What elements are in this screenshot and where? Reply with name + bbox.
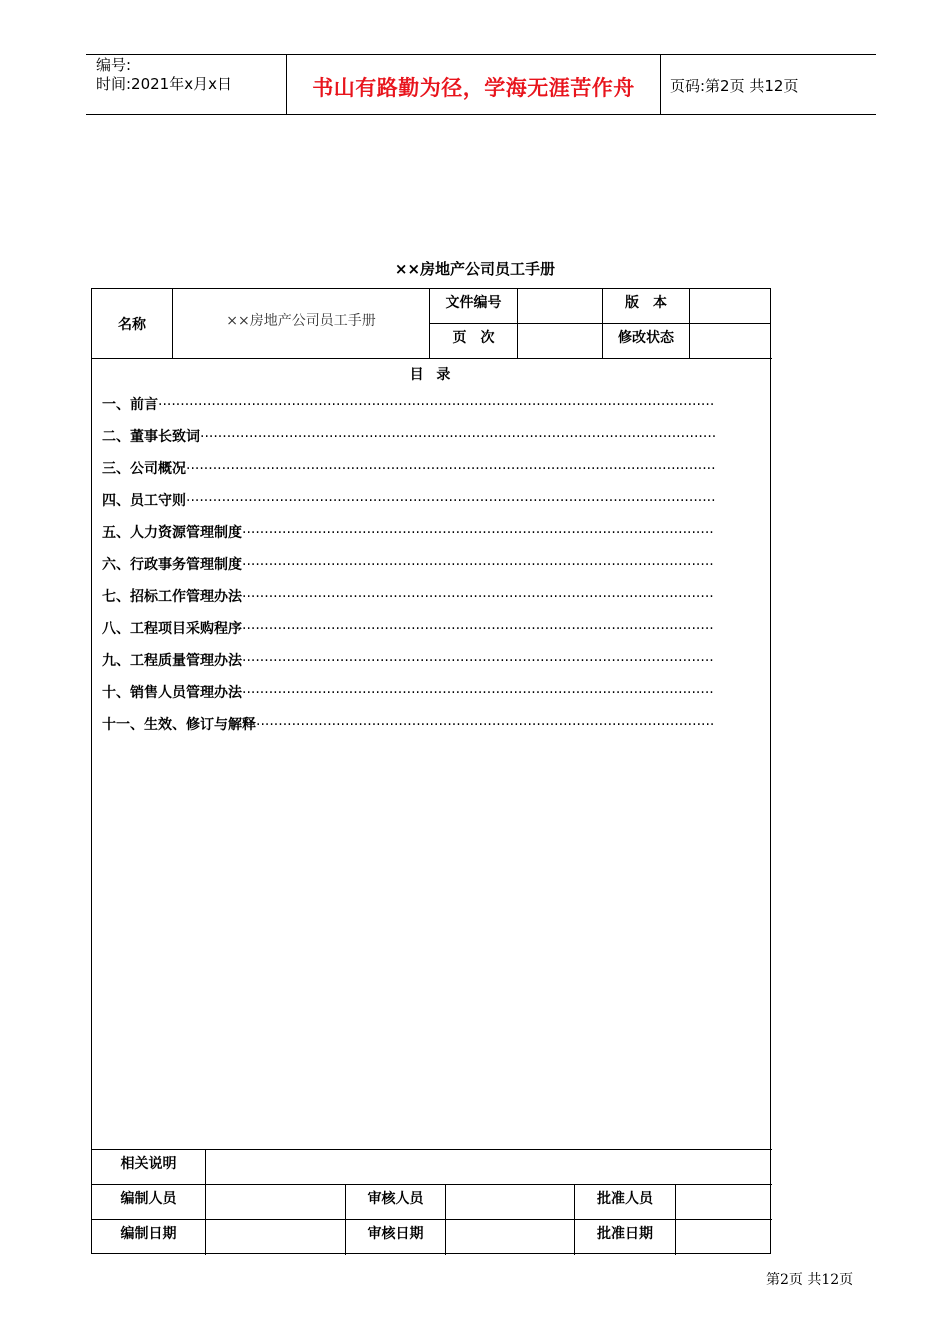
document-title: ××房地产公司员工手册 [394, 260, 556, 278]
version-label: 版 本 [625, 295, 667, 311]
toc-item [102, 617, 722, 649]
toc-item-label: 四、员工守则 [102, 493, 186, 509]
toc-item [102, 681, 722, 713]
header-divider [660, 54, 661, 115]
toc-item-label: 五、人力资源管理制度 [102, 525, 242, 541]
toc-leader-dots: ······················································································································· [186, 493, 716, 509]
revision-status-label: 修改状态 [618, 330, 674, 346]
toc-leader-dots: ·········································································································· [242, 621, 714, 637]
document-form [91, 288, 771, 1254]
header-motto: 书山有路勤为径，学海无涯苦作舟 [312, 76, 635, 100]
form-line [92, 358, 772, 359]
related-notes-label: 相关说明 [120, 1156, 177, 1172]
toc-item [102, 457, 722, 489]
toc-leader-dots: ···················································································································· [200, 429, 717, 445]
toc-item-label: 七、招标工作管理办法 [102, 589, 242, 605]
toc-title: 目 录 [409, 367, 455, 383]
name-value: ××房地产公司员工手册 [226, 313, 376, 329]
compile-date-label: 编制日期 [120, 1226, 177, 1242]
header-page-label: 页码:第2页 共12页 [670, 77, 799, 95]
toc-leader-dots: ······················································································································· [186, 461, 716, 477]
toc-leader-dots: ·········································································································· [242, 525, 714, 541]
toc-leader-dots: ····························································································································· [158, 397, 715, 413]
header-bottom-rule [86, 114, 876, 115]
toc-item [102, 521, 722, 553]
toc-item-label: 一、前言 [102, 397, 158, 413]
footer-page-label: 第2页 共12页 [766, 1272, 854, 1288]
toc-item [102, 393, 722, 425]
toc-item [102, 649, 722, 681]
toc-leader-dots: ······································································································· [256, 717, 715, 733]
approver-label: 批准人员 [597, 1191, 653, 1207]
form-line [675, 1184, 676, 1255]
form-line [689, 289, 690, 359]
toc-leader-dots: ·········································································································· [242, 685, 714, 701]
toc-leader-dots: ·········································································································· [242, 557, 714, 573]
form-line [517, 289, 518, 359]
name-label: 名称 [118, 316, 146, 333]
header-number-label: 编号: [96, 56, 132, 74]
toc-item-label: 八、工程项目采购程序 [102, 621, 242, 637]
form-line [445, 1184, 446, 1255]
toc-item-label: 三、公司概况 [102, 461, 186, 477]
form-line [205, 1149, 206, 1255]
toc-item [102, 489, 722, 521]
toc-item-label: 六、行政事务管理制度 [102, 557, 242, 573]
table-of-contents [102, 393, 722, 745]
review-date-label: 审核日期 [367, 1226, 424, 1242]
toc-item-label: 九、工程质量管理办法 [102, 653, 242, 669]
approve-date-label: 批准日期 [597, 1226, 653, 1242]
header-time-label: 时间:2021年x月x日 [96, 75, 232, 93]
toc-leader-dots: ·········································································································· [242, 653, 714, 669]
toc-leader-dots: ·········································································································· [242, 589, 714, 605]
toc-item-label: 十、销售人员管理办法 [102, 685, 242, 701]
header-top-rule [86, 54, 876, 55]
toc-item-label: 十一、生效、修订与解释 [102, 717, 256, 733]
toc-item [102, 585, 722, 617]
compiler-label: 编制人员 [120, 1191, 177, 1207]
reviewer-label: 审核人员 [367, 1191, 424, 1207]
pages-label: 页 次 [452, 330, 495, 346]
toc-item [102, 553, 722, 585]
file-number-label: 文件编号 [445, 295, 502, 311]
header-meta [96, 56, 232, 94]
toc-item [102, 713, 722, 745]
toc-item-label: 二、董事长致词 [102, 429, 200, 445]
toc-item [102, 425, 722, 457]
